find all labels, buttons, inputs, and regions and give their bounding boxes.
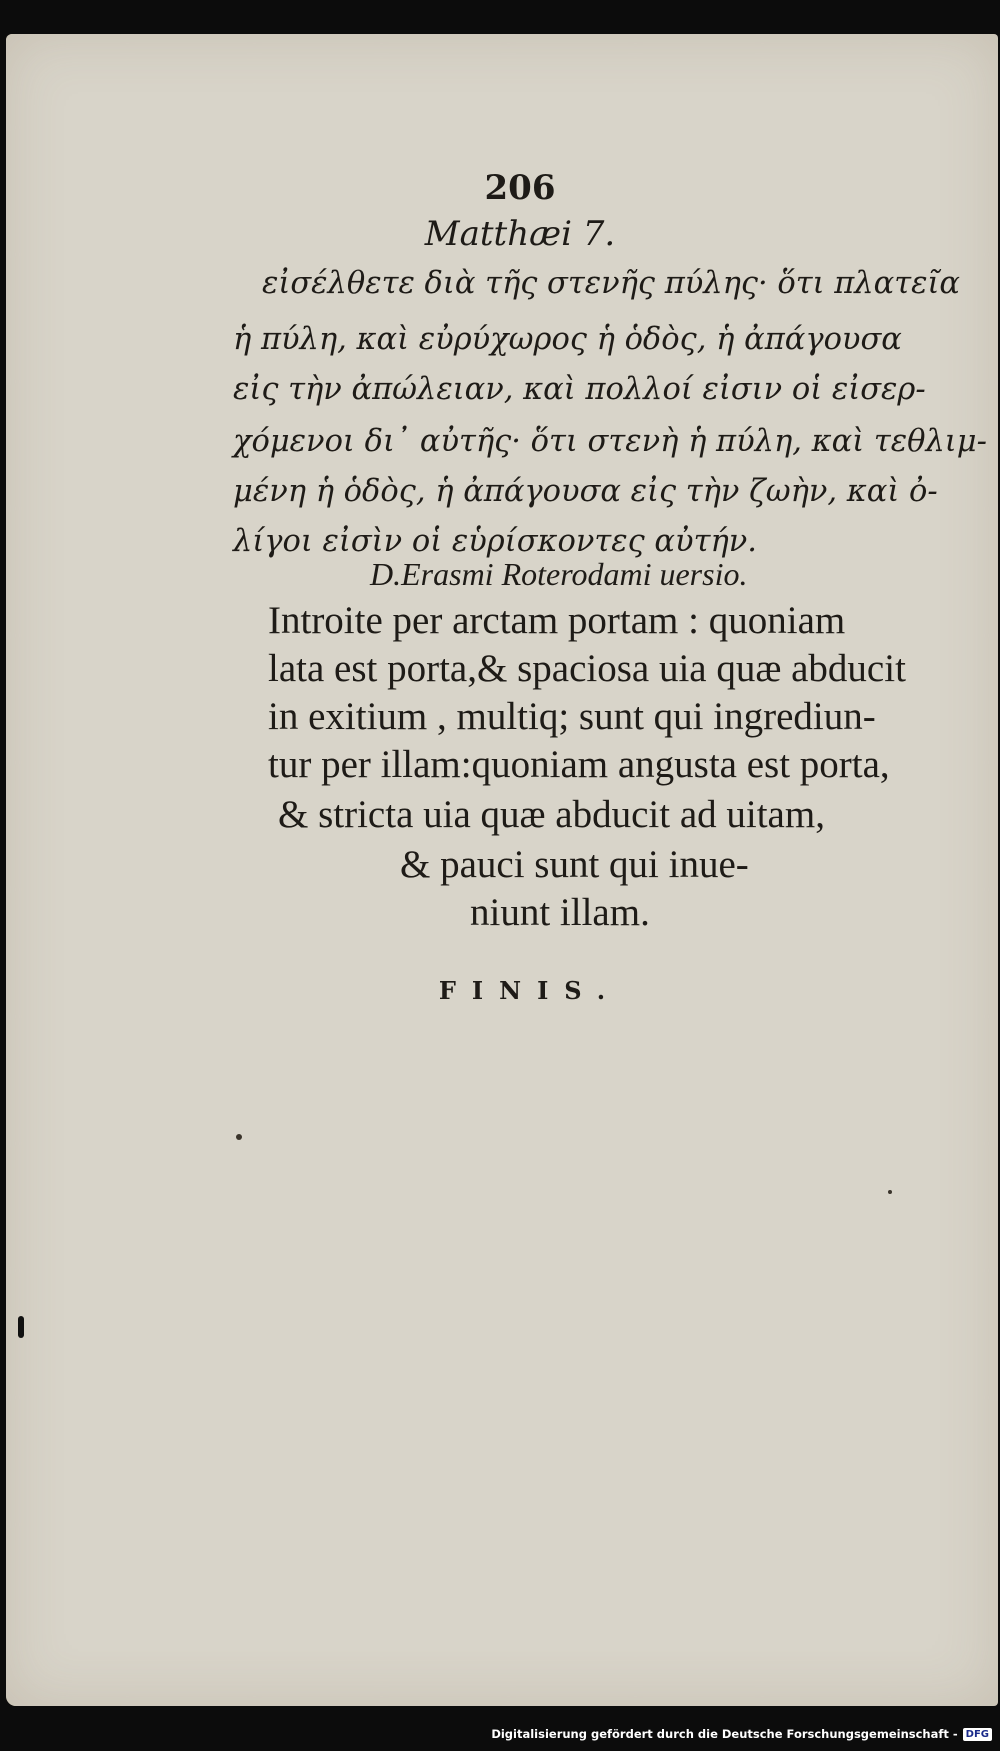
latin-text-line: niunt illam. — [470, 891, 650, 934]
latin-text-line: Introite per arctam portam : quoniam — [268, 599, 846, 642]
ink-speck — [18, 1316, 24, 1338]
greek-text-line: μένη ἡ ὁδὸς, ἡ ἀπάγουσα εἰς τὴν ζωὴν, καὶ ὀ- — [233, 474, 938, 509]
credit-text: Digitalisierung gefördert durch die Deutsche Forschungsgemeinschaft - — [491, 1727, 958, 1741]
ink-speck — [236, 1134, 242, 1140]
greek-text-line: λίγοι εἰσὶν οἱ εὑρίσκοντες αὐτήν. — [233, 524, 757, 559]
latin-text-line: in exitium , multiq; sunt qui ingrediun- — [268, 695, 876, 738]
page-number: 206 — [484, 168, 556, 208]
greek-text-line: ἡ πύλη, καὶ εὐρύχωρος ἡ ὁδὸς, ἡ ἀπάγουσα — [233, 322, 902, 357]
latin-text-line: tur per illam:quoniam angusta est porta, — [268, 743, 890, 786]
greek-text-line: χόμενοι δι᾽ αὐτῆς· ὅτι στενὴ ἡ πύλη, καὶ τεθλιμ- — [233, 424, 987, 459]
version-heading — [370, 556, 747, 593]
latin-text-line: & stricta uia quæ abducit ad uitam, — [278, 793, 825, 836]
ink-speck — [888, 1190, 892, 1194]
digitization-credit — [491, 1723, 992, 1745]
latin-text-line: lata est porta,& spaciosa uia quæ abducit — [268, 647, 906, 690]
greek-text-line: εἰς τὴν ἀπώλειαν, καὶ πολλοί εἰσιν οἱ εἰσερ- — [233, 372, 926, 407]
version-heading-text: D.Erasmi Roterodami uersio. — [370, 556, 748, 592]
running-head: Matthæi 7. — [424, 214, 616, 254]
latin-text-line: & pauci sunt qui inue- — [400, 843, 749, 886]
dfg-logo: DFG — [963, 1728, 992, 1741]
greek-text-line: εἰσέλθετε διὰ τῆς στενῆς πύλης· ὅτι πλατεῖα — [262, 266, 961, 301]
finis-mark: FINIS. — [438, 976, 622, 1005]
